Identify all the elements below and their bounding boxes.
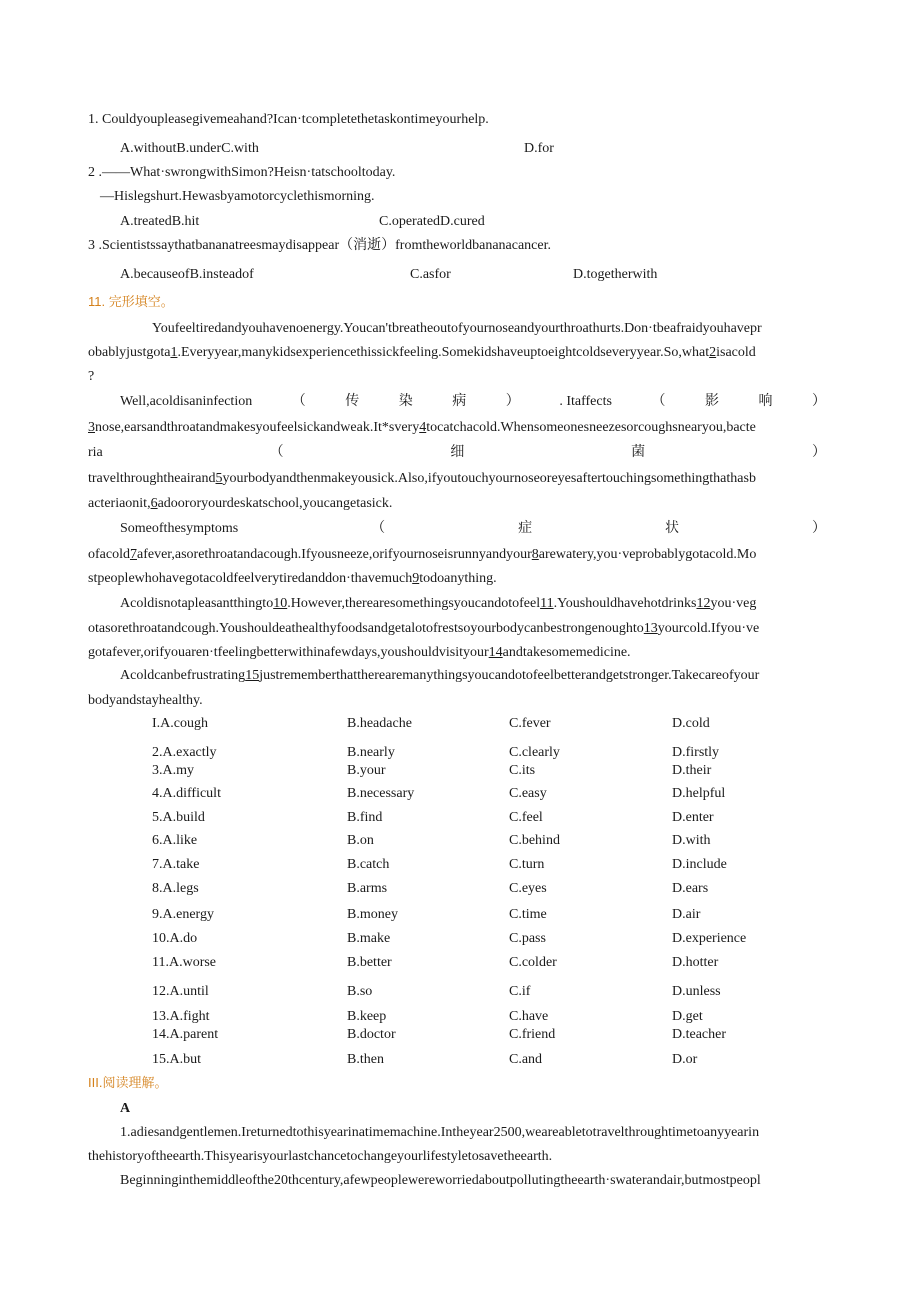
reading-p2-line1: Beginninginthemiddleofthe20thcentury,afewpeoplewereworriedaboutpollutingtheearth·swaterandair,butmostpeopl <box>120 1173 761 1188</box>
option-5-d: D.enter <box>672 810 714 825</box>
q3-option-c: C.asfor <box>410 267 451 282</box>
cloze-p1-line2: obablyjustgota1.Everyyear,manykidsexperiencethissickfeeling.Somekidshaveuptoeightcoldseveryyear.So,what2isacold <box>88 345 756 360</box>
option-3-c: C.its <box>509 763 536 778</box>
option-13-a: 13.A.fight <box>152 1009 210 1024</box>
option-1-a: I.A.cough <box>152 716 208 731</box>
option-10-d: D.experience <box>672 931 747 946</box>
q2-options-cd: C.operatedD.cured <box>379 214 485 229</box>
option-1-c: C.fever <box>509 716 551 731</box>
option-4-a: 4.A.difficult <box>152 786 221 801</box>
reading-p1-line1: 1.adiesandgentlemen.Ireturnedtothisyearinatimemachine.Intheyear2500,weareabletotravelthroughtimetoanyyearin <box>120 1125 760 1140</box>
blank-8: 8 <box>531 547 539 562</box>
blank-1: 1 <box>170 345 178 360</box>
option-10-c: C.pass <box>509 931 546 946</box>
option-8-a: 8.A.legs <box>152 881 199 896</box>
option-9-d: D.air <box>672 907 701 922</box>
option-13-d: D.get <box>672 1009 703 1024</box>
blank-6: 6 <box>150 496 158 511</box>
option-3-d: D.their <box>672 763 712 778</box>
option-1-b: B.headache <box>347 716 412 731</box>
cloze-p3-line2: ofacold7afever,asorethroatandacough.Ifyousneeze,orifyournoseisrunnyandyour8arewatery,you·veprobablygotacold.Mo <box>88 547 757 562</box>
option-3-a: 3.A.my <box>152 763 194 778</box>
option-7-a: 7.A.take <box>152 857 200 872</box>
option-6-d: D.with <box>672 833 711 848</box>
option-15-c: C.and <box>509 1052 543 1067</box>
option-7-b: B.catch <box>347 857 390 872</box>
cloze-p2-line3: ria （ 细 菌 ） <box>88 445 826 460</box>
cloze-p2-line1: Well,acoldisaninfection （ 传 染 病 ） . Itaffects （ 影 响 ） <box>120 394 826 409</box>
option-11-a: 11.A.worse <box>152 955 217 970</box>
option-5-c: C.feel <box>509 810 543 825</box>
option-8-b: B.arms <box>347 881 388 896</box>
option-2-c: C.clearly <box>509 745 560 760</box>
cloze-p1-line1: Youfeeltiredandyouhavenoenergy.Youcan'tbreatheoutofyournoseandyourthroathurts.Don·tbeafraidyouhavepr <box>152 321 762 336</box>
option-15-b: B.then <box>347 1052 384 1067</box>
option-11-b: B.better <box>347 955 392 970</box>
option-6-a: 6.A.like <box>152 833 198 848</box>
blank-3: 3 <box>88 420 95 435</box>
option-4-d: D.helpful <box>672 786 726 801</box>
q2-stem: 2 .——What·swrongwithSimon?Heisn·tatschooltoday. <box>88 165 396 180</box>
blank-11: 11 <box>540 596 554 611</box>
blank-10: 10 <box>273 596 288 611</box>
option-8-c: C.eyes <box>509 881 547 896</box>
q3-options-ab: A.becauseofB.insteadof <box>120 267 254 282</box>
blank-13: 13 <box>643 621 658 636</box>
option-11-d: D.hotter <box>672 955 719 970</box>
cloze-p1-line3: ? <box>88 369 95 384</box>
option-2-b: B.nearly <box>347 745 395 760</box>
option-1-d: D.cold <box>672 716 710 731</box>
cloze-p4-line3: gotafever,orifyouaren·tfeelingbetterwithinafewdays,youshouldvisityour14andtakesomemedicine. <box>88 645 631 660</box>
option-5-a: 5.A.build <box>152 810 205 825</box>
blank-12: 12 <box>696 596 711 611</box>
blank-2: 2 <box>709 345 717 360</box>
option-2-a: 2.A.exactly <box>152 745 217 760</box>
q3-option-d: D.togetherwith <box>573 267 658 282</box>
q1-option-d: D.for <box>524 141 554 156</box>
option-3-b: B.your <box>347 763 386 778</box>
q1-options-abc: A.withoutB.underC.with <box>120 141 259 156</box>
section-heading-reading: III.阅读理解。 <box>88 1075 168 1090</box>
option-13-c: C.have <box>509 1009 549 1024</box>
option-15-d: D.or <box>672 1052 698 1067</box>
option-12-a: 12.A.until <box>152 984 209 999</box>
blank-14: 14 <box>488 645 503 660</box>
option-6-b: B.on <box>347 833 374 848</box>
cloze-p2-line4: travelthroughtheairand5yourbodyandthenmakeyousick.Also,ifyoutouchyournoseoreyesaftertouchingsomethingthathasb <box>88 471 756 486</box>
blank-15: 15 <box>245 668 260 683</box>
option-9-b: B.money <box>347 907 398 922</box>
cloze-p2-line5: acteriaonit,6adoororyourdeskatschool,youcangetasick. <box>88 496 393 511</box>
option-7-d: D.include <box>672 857 727 872</box>
blank-9: 9 <box>412 571 420 586</box>
q2-options-ab: A.treatedB.hit <box>120 214 200 229</box>
cloze-p4-line1: Acoldisnotapleasantthingto10.However,therearesomethingsyoucandotofeel11.Youshouldhavehotdrinks12you·veg <box>120 596 757 611</box>
cloze-p5-line2: bodyandstayhealthy. <box>88 693 203 708</box>
section-heading-cloze: 11. 完形填空。 <box>88 294 174 309</box>
option-14-d: D.teacher <box>672 1027 727 1042</box>
option-4-b: B.necessary <box>347 786 415 801</box>
cloze-p5-line1: Acoldcanbefrustrating15justrememberthattherearemanythingsyoucandotofeelbetterandgetstronger.Takecareofyour <box>120 668 760 683</box>
option-9-a: 9.A.energy <box>152 907 214 922</box>
blank-7: 7 <box>129 547 137 562</box>
option-8-d: D.ears <box>672 881 709 896</box>
blank-5: 5 <box>215 471 223 486</box>
option-6-c: C.behind <box>509 833 560 848</box>
option-9-c: C.time <box>509 907 547 922</box>
option-10-b: B.make <box>347 931 391 946</box>
q3-stem: 3 .Scientistssaythatbananatreesmaydisappear（消逝）fromtheworldbananacancer. <box>88 238 552 253</box>
option-14-b: B.doctor <box>347 1027 396 1042</box>
passage-label: A <box>120 1101 131 1116</box>
option-4-c: C.easy <box>509 786 547 801</box>
blank-4: 4 <box>419 420 427 435</box>
option-7-c: C.turn <box>509 857 545 872</box>
option-12-c: C.if <box>509 984 531 999</box>
option-13-b: B.keep <box>347 1009 387 1024</box>
q2-line2: —Hislegshurt.Hewasbyamotorcyclethismorning. <box>100 189 375 204</box>
option-12-d: D.unless <box>672 984 721 999</box>
option-14-c: C.friend <box>509 1027 556 1042</box>
option-12-b: B.so <box>347 984 373 999</box>
option-15-a: 15.A.but <box>152 1052 201 1067</box>
cloze-p2-line2: 3nose,earsandthroatandmakesyoufeelsickandweak.It*svery4tocatchacold.Whensomeonesneezesorcoughsnearyou,bacte <box>88 420 756 435</box>
option-11-c: C.colder <box>509 955 557 970</box>
option-5-b: B.find <box>347 810 383 825</box>
option-2-d: D.firstly <box>672 745 720 760</box>
reading-p1-line2: thehistoryoftheearth.Thisyearisyourlastchancetochangeyourlifestyletosavetheearth. <box>88 1149 553 1164</box>
option-14-a: 14.A.parent <box>152 1027 219 1042</box>
q1-stem: 1. Couldyoupleasegivemeahand?Ican·tcompletethetaskontimeyourhelp. <box>88 112 489 127</box>
cloze-p3-line1: Someofthesymptoms （ 症 状 ） <box>120 521 826 536</box>
cloze-p3-line3: stpeoplewhohavegotacoldfeelverytiredanddon·thavemuch9todoanything. <box>88 571 497 586</box>
cloze-p4-line2: otasorethroatandcough.Youshouldeathealthyfoodsandgetalotofrestsoyourbodycanbestrongenoughto13yourcold.Ifyou·ve <box>88 621 760 636</box>
option-10-a: 10.A.do <box>152 931 198 946</box>
